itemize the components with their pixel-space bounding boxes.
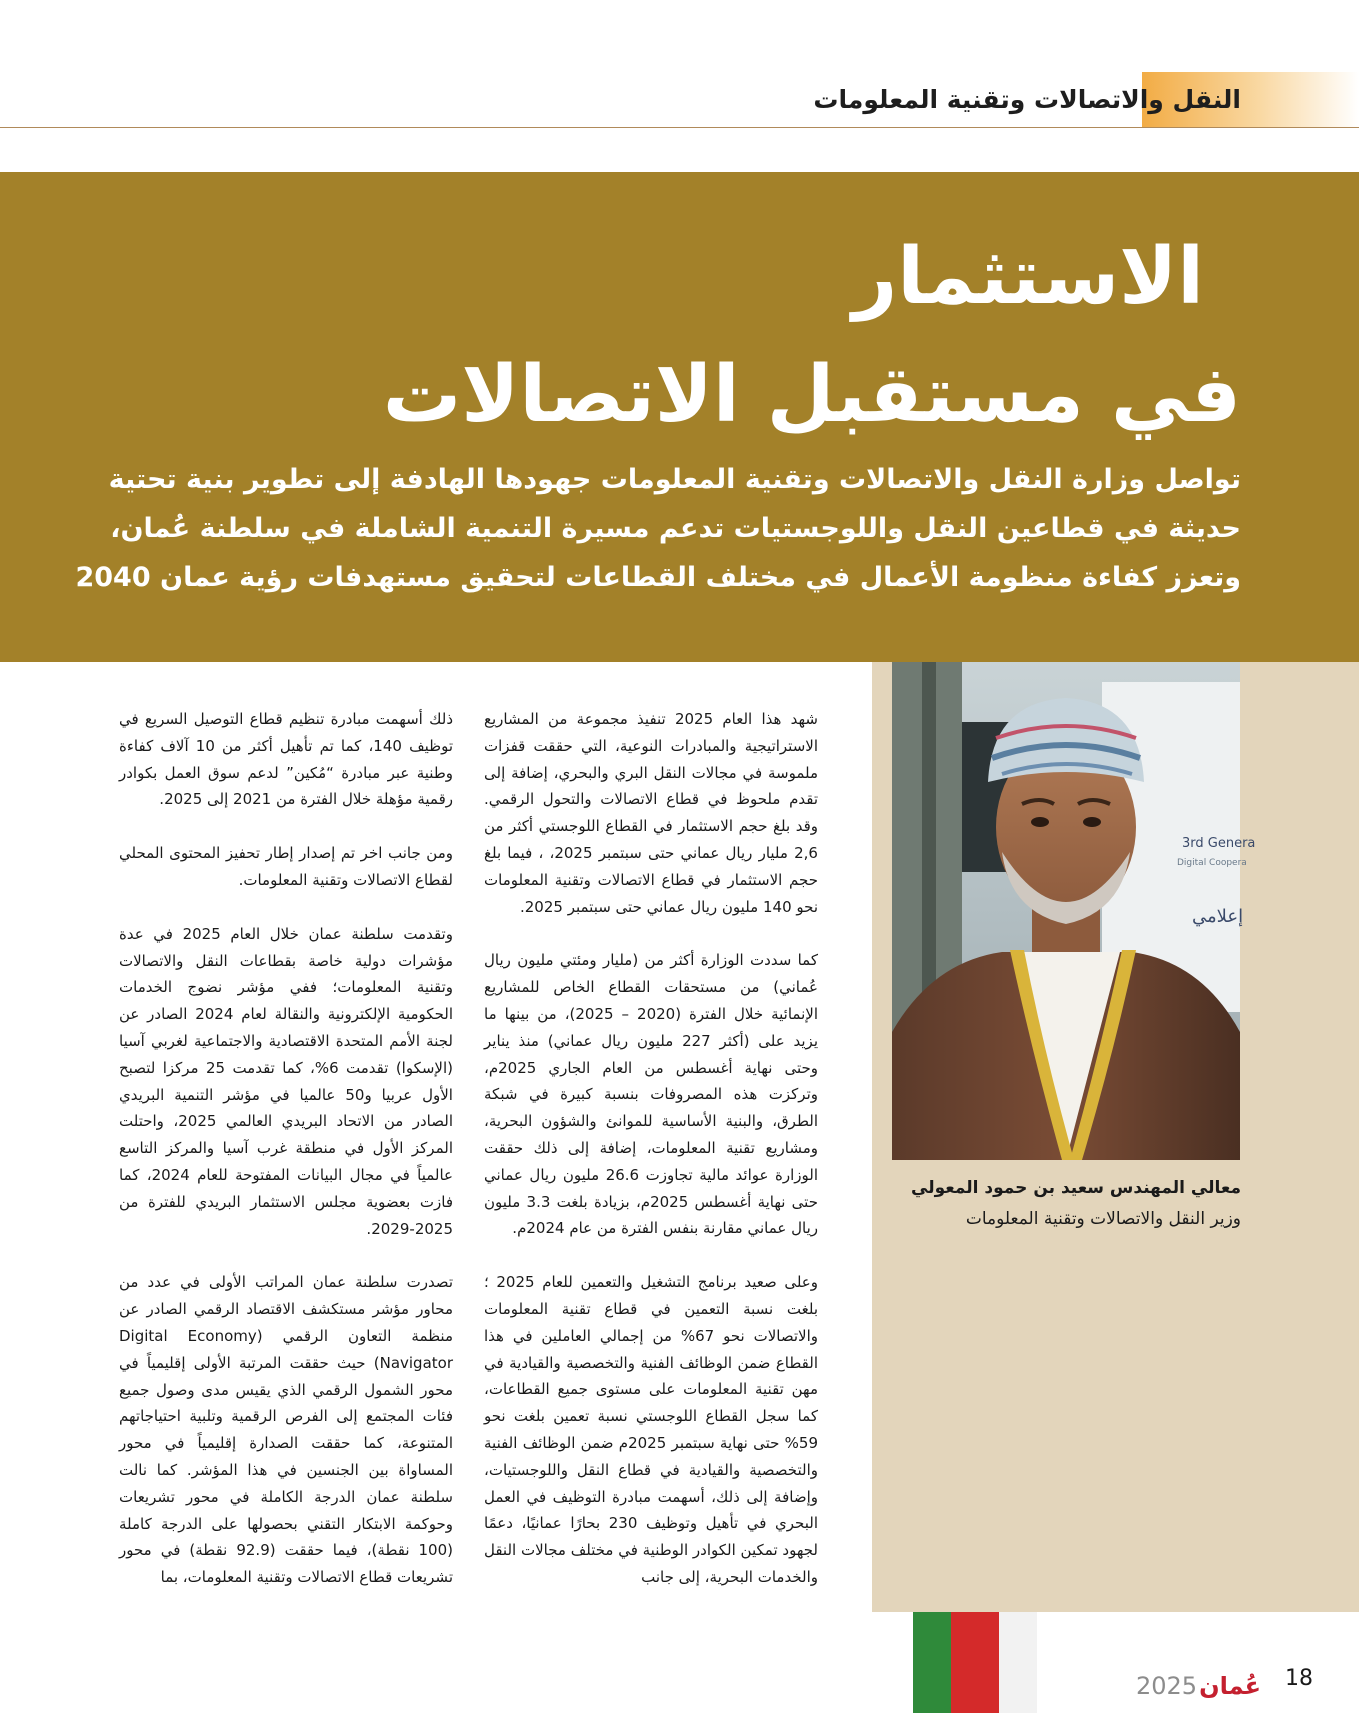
article-column-right — [484, 706, 818, 1591]
publication-brand — [1136, 1672, 1261, 1700]
article-paragraph: تصدرت سلطنة عمان المراتب الأولى في عدد من محاور مؤشر مستكشف الاقتصاد الرقمي الصادر عن منظمة التعاون الرقمي (Digital Economy Navigator) حيث حققت المرتبة الأولى إقليمياً في محور الشمول الرقمي الذي يقيس مدى وصول جميع فئات المجتمع إلى الفرص الرقمية وتلبية احتياجاتهم المتنوعة، كما حققت الصدارة إقليمياً في محور المساواة بين الجنسين في هذا المؤشر. كما نالت سلطنة عمان الدرجة الكاملة في محور تشريعات وحوكمة الابتكار التقني بحصولها على الدرجة كاملة (100 نقطة)، فيما حققت (92.9 نقطة) في محور تشريعات قطاع الاتصالات وتقنية المعلومات، بما — [119, 1273, 454, 1587]
article-paragraph: ومن جانب اخر تم إصدار إطار تحفيز المحتوى المحلي لقطاع الاتصالات وتقنية المعلومات. — [119, 844, 453, 889]
photo-caption-name: معالي المهندس سعيد بن حمود المعولي — [911, 1178, 1241, 1198]
portrait-illustration — [892, 662, 1256, 1160]
article-paragraph: ذلك أسهمت مبادرة تنظيم قطاع التوصيل السريع في توظيف 140، كما تم تأهيل أكثر من 10 آلاف كفاءة وطنية عبر مبادرة “مُكين” لدعم سوق العمل بكوادر رقمية مؤهلة خلال الفترة من 2021 إلى 2025. — [119, 710, 453, 809]
lede-line: وتعزز كفاءة منظومة الأعمال في مختلف القطاعات لتحقيق مستهدفات رؤية عمان 2040 — [75, 562, 1241, 593]
headline-line-1: الاستثمار — [852, 232, 1204, 322]
oman-flag-stripe — [913, 1612, 1037, 1713]
photo-caption-role: وزير النقل والاتصالات وتقنية المعلومات — [965, 1209, 1241, 1229]
page-number: 18 — [1285, 1666, 1313, 1691]
brand-year: 2025 — [1136, 1672, 1198, 1700]
svg-text:3rd Genera: 3rd Genera — [1182, 836, 1256, 851]
header-divider — [0, 127, 1359, 128]
section-title: النقل والاتصالات وتقنية المعلومات — [813, 85, 1241, 114]
headline-line-2: في مستقبل الاتصالات — [382, 350, 1241, 440]
lede-line: حديثة في قطاعين النقل واللوجستيات تدعم مسيرة التنمية الشاملة في سلطنة عُمان، — [110, 513, 1241, 544]
svg-text:Digital Coopera: Digital Coopera — [1177, 858, 1247, 868]
article-paragraph: كما سددت الوزارة أكثر من (مليار ومئتي مليون ريال عُماني) من مستحقات القطاع الخاص للمشاريع الإنمائية خلال الفترة (2020 – 2025)، من بينها ما يزيد على (أكثر 227 مليون ريال عماني) منذ يناير وحتى نهاية أغسطس من العام الجاري 2025م، وتركزت هذه المصروفات بنسبة كبيرة في شبكة الطرق، والبنية الأساسية للموانئ والشؤون البحرية، ومشاريع تقنية المعلومات، إضافة إلى ذلك حققت الوزارة عوائد مالية تجاوزت 26.6 مليون ريال عماني حتى نهاية أغسطس 2025م، بزيادة بلغت 3.3 مليون ريال عماني مقارنة بنفس الفترة من عام 2024م. — [484, 951, 819, 1238]
article-paragraph: شهد هذا العام 2025 تنفيذ مجموعة من المشاريع الاستراتيجية والمبادرات النوعية، التي حققت قفزات ملموسة في مجالات النقل البري والبحري، إضافة إلى تقدم ملحوظ في قطاع الاتصالات والتحول الرقمي. وقد بلغ حجم الاستثمار في القطاع اللوجستي أكثر من 2,6 مليار ريال عماني حتى سبتمبر 2025، ، فيما بلغ حجم الاستثمار في قطاع الاتصالات وتقنية المعلومات نحو 140 مليون ريال عماني حتى سبتمبر 2025. — [484, 710, 818, 916]
article-paragraph: وعلى صعيد برنامج التشغيل والتعمين للعام 2025 ؛ بلغت نسبة التعمين في قطاع تقنية المعلومات والاتصالات نحو 67% من إجمالي العاملين في هذا القطاع ضمن الوظائف الفنية والتخصصية والقيادية في مهن تقنية المعلومات على مستوى جميع القطاعات، كما سجل القطاع اللوجستي نسبة تعمين بلغت نحو 59% حتى نهاية سبتمبر 2025م ضمن الوظائف الفنية والتخصصية والقيادية في قطاع النقل واللوجستيات، وإضافة إلى ذلك، أسهمت مبادرة التوظيف في العمل البحري في تأهيل وتوظيف 230 بحارًا عمانيًا، دعمًا لجهود تمكين الكوادر الوطنية في مختلف مجالات النقل والخدمات البحرية، إلى جانب — [483, 1273, 818, 1586]
flag-white-band — [999, 1612, 1037, 1713]
article-paragraph: وتقدمت سلطنة عمان خلال العام 2025 في عدة مؤشرات دولية خاصة بقطاعات النقل والاتصالات وتقنية المعلومات؛ ففي مؤشر نضوج الخدمات الحكومية الإلكترونية والنقالة لعام 2024 الصادر عن لجنة الأمم المتحدة الاقتصادية والاجتماعية لغربي آسيا (الإسكوا) تقدمت 6%، كما تقدمت 25 مركزا لتصبح الأول عربيا و50 عالميا في مؤشر التنمية البريدي الصادر من الاتحاد البريدي العالمي 2025، واحتلت المركز الأول في منطقة غرب آسيا والمركز التاسع عالمياً في مجال البيانات المفتوحة للعام 2024، كما فازت بعضوية مجلس الاستثمار البريدي للفترة من 2025-2029. — [119, 924, 454, 1238]
lede-paragraph — [75, 455, 1241, 602]
lede-line: تواصل وزارة النقل والاتصالات وتقنية المعلومات جهودها الهادفة إلى تطوير بنية تحتية — [108, 464, 1241, 495]
flag-red-band — [951, 1612, 999, 1713]
brand-name: عُمان — [1199, 1672, 1262, 1700]
minister-portrait-photo — [892, 662, 1256, 1160]
article-column-left — [119, 706, 453, 1591]
flag-green-band — [913, 1612, 951, 1713]
svg-text:إعلامي: إعلامي — [1192, 906, 1244, 927]
